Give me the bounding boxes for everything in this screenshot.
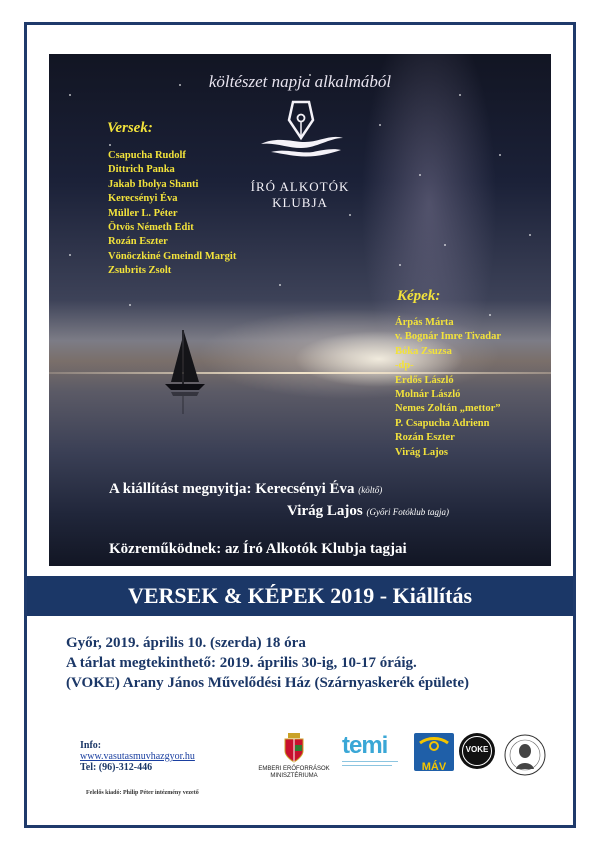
list-item: Virág Lajos [395,446,448,458]
logo-line-2: KLUBJA [272,195,328,210]
info-block [80,740,195,773]
event-viewing-period: A tárlat megtekinthető: 2019. április 30-ig, 10-17 óráig. [66,655,417,671]
arany-janos-medallion-icon [502,733,548,777]
list-item: Müller L. Péter [108,207,178,219]
event-title-banner: VERSEK & KÉPEK 2019 - Kiállítás [27,576,573,616]
website-link[interactable]: www.vasutasmuvhazgyor.hu [80,751,195,762]
publisher-note: Felelős kiadó: Philip Péter intézmény vezető [86,790,199,796]
list-item: Csapucha Rudolf [108,150,186,161]
opening-speaker-2-note: (Győri Fotóklub tagja) [366,507,449,517]
opening-speaker-2: Virág Lajos [287,503,363,519]
list-item: Molnár László [395,389,461,401]
hungarian-coat-of-arms-icon [283,733,305,763]
list-item: Jakab Ibolya Shanti [108,178,199,190]
list-item: Zsubrits Zsolt [108,265,172,277]
temi-logo-text: temi [342,732,388,759]
list-item: Ötvös Németh Edit [108,222,194,234]
list-item: Kerecsényi Éva [108,193,178,205]
phone-number: Tel: (96)-312-446 [80,762,153,773]
opening-speaker-1: Kerecsényi Éva [255,481,355,497]
list-item: Vönöczkiné Gmeindl Margit [108,250,237,262]
winged-wheel-icon [414,733,454,755]
list-item: Rozán Eszter [395,432,455,444]
event-date: Győr, 2019. április 10. (szerda) 18 óra [66,635,306,651]
list-item: Árpás Márta [395,317,454,328]
list-item: v. Bognár Imre Tivadar [395,331,501,343]
list-item: -dp- [395,360,414,372]
voke-logo-text: VOKE [465,745,489,754]
event-venue: (VOKE) Arany János Művelődési Ház (Szárnyaskerék épülete) [66,675,470,691]
poster-image [49,54,551,566]
ministry-name: EMBERI ERŐFORRÁSOK MINISZTÉRIUMA [258,766,330,779]
contributors-line: Közreműködnek: az Író Alkotók Klubja tagjai [109,541,407,557]
list-item: Rozán Eszter [108,236,168,248]
mav-logo-text: MÁV [421,761,447,773]
info-label: Info: [80,740,102,751]
pictures-title: Képek: [397,288,441,304]
list-item: Bóka Zsuzsa [395,345,452,357]
opening-line-2 [287,503,449,520]
poster-subtitle: költészet napja alkalmából [208,72,392,91]
list-item: P. Csapucha Adrienn [395,417,490,429]
pictures-list [395,316,501,460]
list-item: Dittrich Panka [108,164,175,176]
event-details [66,633,469,693]
list-item: Nemes Zoltán „mettor” [395,403,501,415]
logo-line-1: ÍRÓ ALKOTÓK [250,179,350,194]
temi-logo [342,733,402,766]
opening-speaker-1-note: (költő) [358,485,383,495]
list-item: Erdős László [395,374,454,386]
poems-list [108,149,236,279]
sailboat-icon [161,326,211,416]
pen-nib-logo-icon [253,98,349,158]
voke-logo [459,733,495,769]
opening-label: A kiállítást megnyitja: [109,481,252,497]
poems-title: Versek: [107,120,153,136]
mav-logo [414,733,454,771]
opening-line-1 [109,481,382,498]
